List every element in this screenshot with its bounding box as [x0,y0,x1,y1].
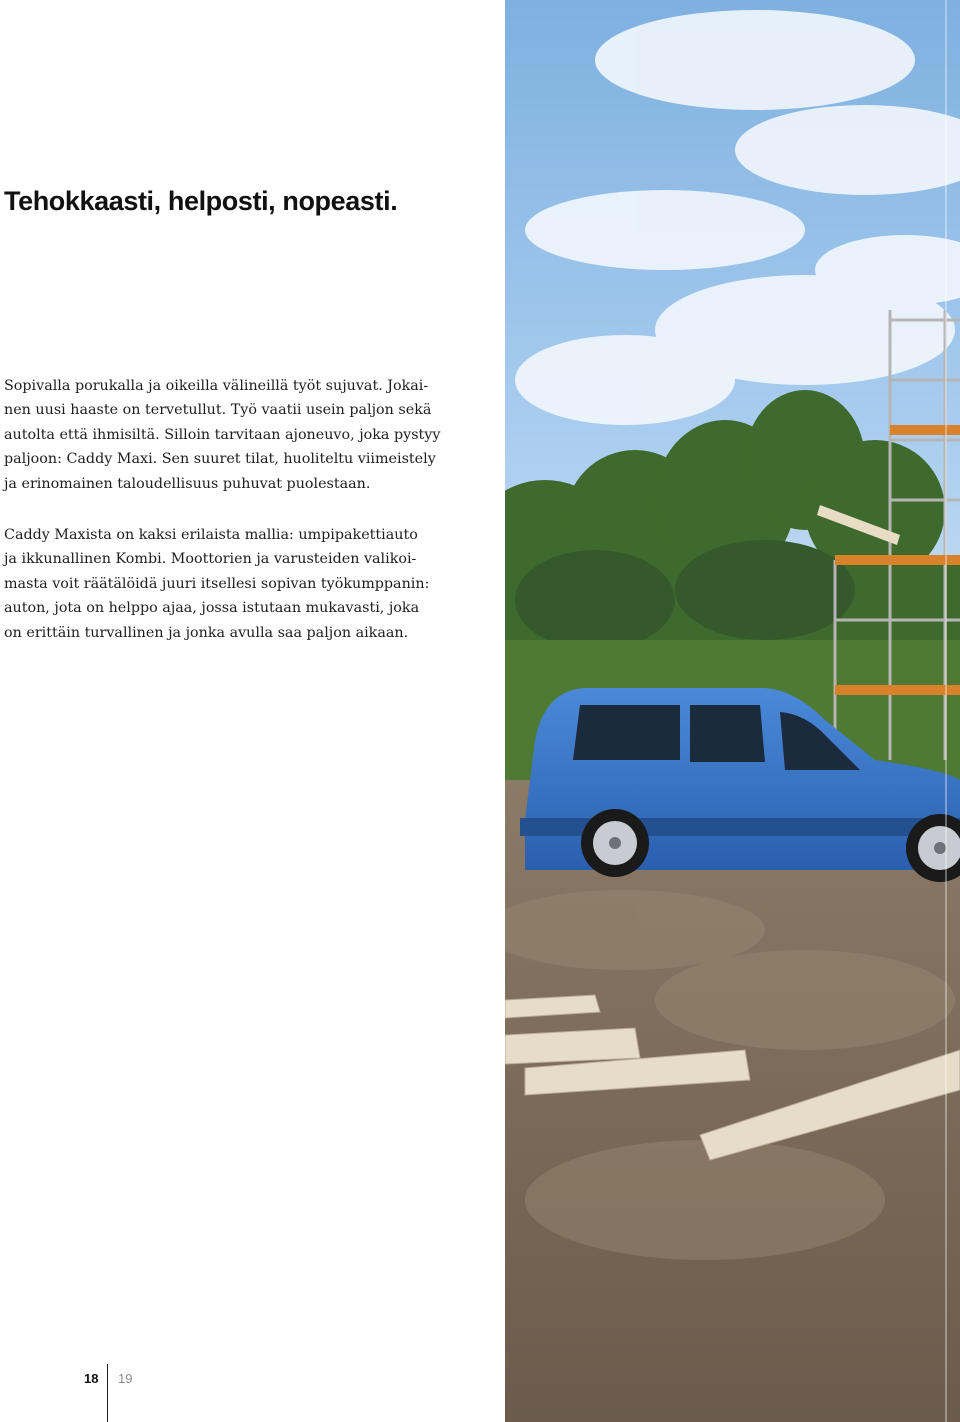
page-number-right: 19 [118,1371,133,1386]
intro-paragraph [4,374,444,496]
models-paragraph [4,523,444,645]
van-construction-site-photo [505,0,960,1422]
paragraph-line: paljoon: Caddy Maxi. Sen suuret tilat, huoliteltu viimeistely [4,451,436,468]
photo-illustration [505,0,960,1422]
paragraph-line: auton, jota on helppo ajaa, jossa istutaan mukavasti, joka [4,600,420,617]
page-number-left: 18 [84,1371,99,1386]
paragraph-line: nen uusi haaste on tervetullut. Työ vaatii usein paljon sekä [4,402,432,419]
paragraph-line: ja ikkunallinen Kombi. Moottorien ja varusteiden valikoi- [4,551,417,568]
page-number-divider [107,1364,108,1422]
page-number-footer [0,1364,200,1422]
paragraph-line: Sopivalla porukalla ja oikeilla välineillä työt sujuvat. Jokai- [4,378,429,394]
paragraph-line: on erittäin turvallinen ja jonka avulla saa paljon aikaan. [4,624,409,641]
page-headline: Tehokkaasti, helposti, nopeasti. [4,186,398,216]
paragraph-line: autolta että ihmisiltä. Silloin tarvitaan ajoneuvo, joka pystyy [4,426,441,443]
paragraph-line: masta voit räätälöidä juuri itsellesi sopivan työkumppanin: [4,575,430,592]
paragraph-line: ja erinomainen taloudellisuus puhuvat puolestaan. [4,475,371,492]
paragraph-line: Caddy Maxista on kaksi erilaista mallia: umpipakettiauto [4,527,418,543]
fold-seam [945,0,947,1422]
